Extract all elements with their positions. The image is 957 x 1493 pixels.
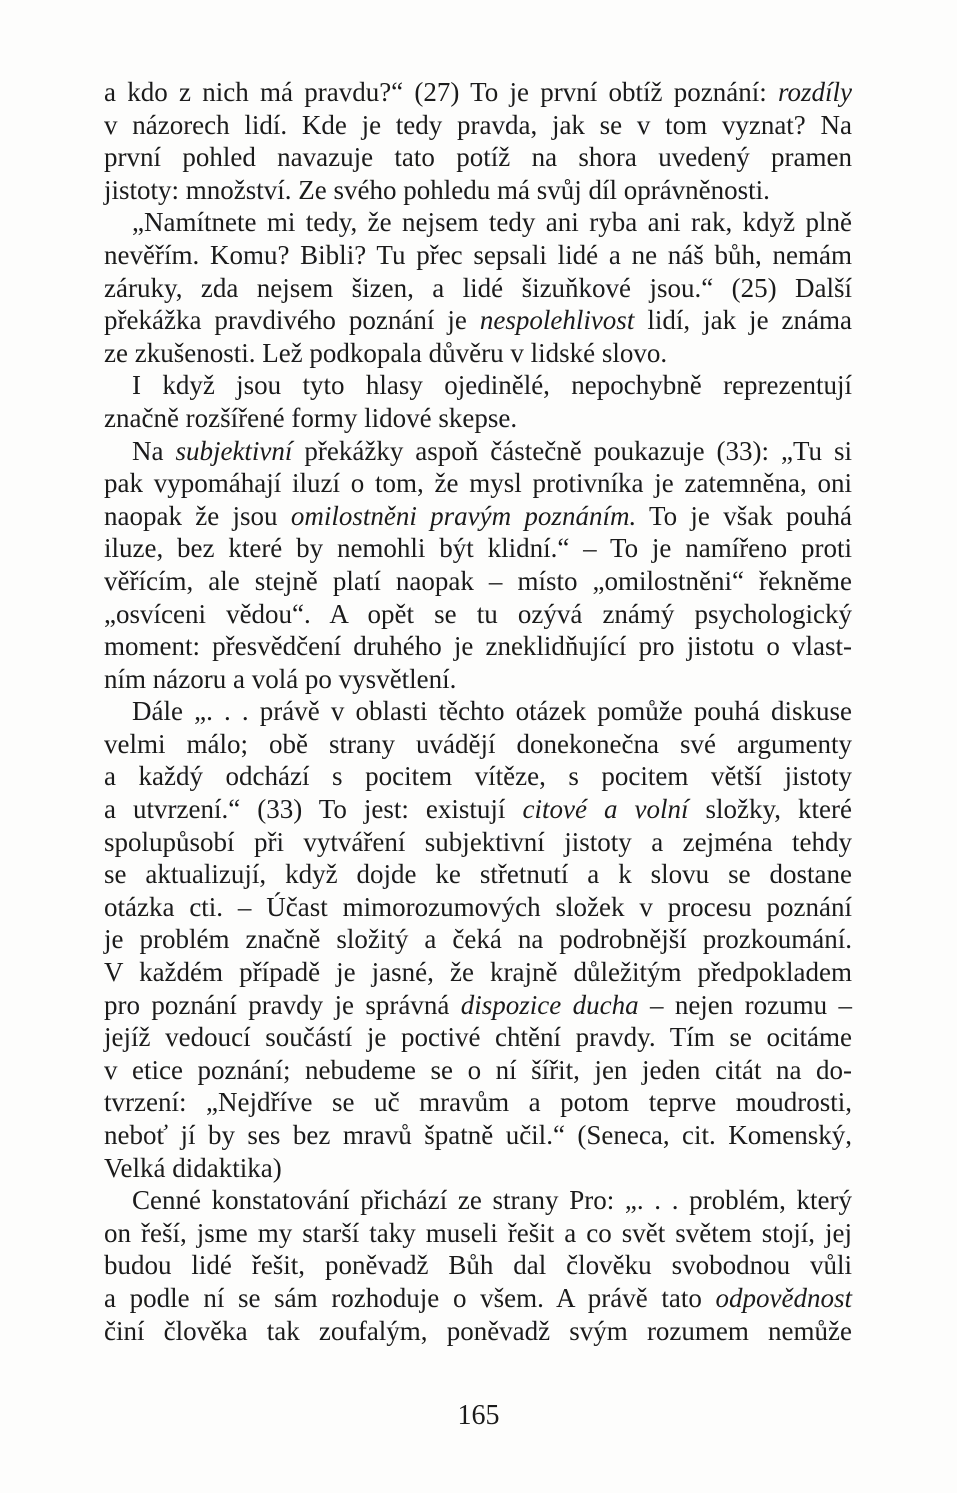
text-run: jejíž vedoucí součástí je poctivé chtění pravdy. Tím se ocitáme bbox=[104, 1022, 852, 1053]
text-line bbox=[104, 891, 852, 924]
text-run: „osvíceni vědou“. A opět se tu ozývá známý psychologický bbox=[104, 598, 852, 629]
text-line bbox=[104, 1152, 852, 1185]
text-line bbox=[104, 141, 852, 174]
text-run: moment: přesvědčení druhého je zneklidňující pro jistotu o vlast- bbox=[104, 631, 852, 662]
text-line bbox=[104, 402, 852, 435]
text-line bbox=[104, 663, 852, 696]
text-run: nevěřím. Komu? Bibli? Tu přec sepsali lidé a ne náš bůh, nemám bbox=[104, 239, 852, 270]
text-run: složky, které bbox=[688, 794, 852, 825]
text-line bbox=[104, 206, 852, 239]
paragraph bbox=[104, 695, 852, 1184]
text-run: spolupůsobí při vytváření subjektivní jistoty a zejména tehdy bbox=[104, 826, 852, 857]
text-line bbox=[104, 337, 852, 370]
text-line bbox=[104, 1315, 852, 1348]
text-run: se aktualizují, když dojde ke střetnutí a k slovu se dostane bbox=[104, 859, 852, 890]
text-run: činí člověka tak zoufalým, poněvadž svým rozumem nemůže bbox=[104, 1315, 852, 1346]
text-run: on řeší, jsme my starší taky museli řešit a co svět světem stojí, jej bbox=[104, 1217, 852, 1248]
text-line bbox=[104, 1119, 852, 1152]
paragraph bbox=[104, 369, 852, 434]
text-run: V každém případě je jasné, že krajně důležitým předpokladem bbox=[104, 957, 852, 988]
text-line bbox=[104, 695, 852, 728]
text-run: otázka cti. – Účast mimorozumových složek v procesu poznání bbox=[104, 891, 852, 922]
text-line bbox=[104, 272, 852, 305]
text-run: velmi málo; obě strany uvádějí donekonečna své argumenty bbox=[104, 728, 852, 759]
text-run: budou lidé řešit, poněvadž Bůh dal člověku svobodnou vůli bbox=[104, 1250, 852, 1281]
italic-text: nespolehlivost bbox=[479, 305, 635, 336]
paragraph bbox=[104, 206, 852, 369]
paragraph bbox=[104, 76, 852, 206]
text-run: lidí, jak je známa bbox=[634, 305, 852, 336]
text-line bbox=[104, 500, 852, 533]
text-line bbox=[104, 304, 852, 337]
text-run: v názorech lidí. Kde je tedy pravda, jak se v tom vyznat? Na bbox=[104, 109, 852, 140]
text-line bbox=[104, 1282, 852, 1315]
text-run: a utvrzení.“ (33) To jest: existují bbox=[104, 794, 523, 825]
text-line bbox=[104, 923, 852, 956]
text-line bbox=[104, 565, 852, 598]
text-line bbox=[104, 109, 852, 142]
text-run: pak vypomáhají iluzí o tom, že mysl protivníka je zatemněna, oni bbox=[104, 468, 852, 499]
text-line bbox=[104, 598, 852, 631]
text-line bbox=[104, 1249, 852, 1282]
italic-text: rozdíly bbox=[778, 77, 852, 107]
text-line bbox=[104, 630, 852, 663]
italic-text: odpovědnost bbox=[715, 1282, 852, 1313]
text-line bbox=[104, 1217, 852, 1250]
text-line bbox=[104, 532, 852, 565]
text-line bbox=[104, 1021, 852, 1054]
text-run: první pohled navazuje tato potíž na shora uvedený pramen bbox=[104, 142, 852, 173]
text-line bbox=[104, 793, 852, 826]
text-line bbox=[104, 826, 852, 859]
text-line bbox=[104, 1086, 852, 1119]
text-run: I když jsou tyto hlasy ojedinělé, nepochybně reprezentují bbox=[132, 370, 852, 401]
text-line bbox=[104, 239, 852, 272]
italic-text: citové a volní bbox=[522, 794, 689, 825]
text-run: je problém značně složitý a čeká na podrobnější prozkoumání. bbox=[104, 924, 852, 955]
text-run: – nejen rozumu – bbox=[638, 989, 852, 1020]
text-run: „Namítnete mi tedy, že nejsem tedy ani ryba ani rak, když plně bbox=[132, 207, 852, 238]
text-run: Dále „. . . právě v oblasti těchto otázek pomůže pouhá diskuse bbox=[132, 696, 852, 727]
text-line bbox=[104, 760, 852, 793]
text-line bbox=[104, 435, 852, 468]
text-run: Cenné konstatování přichází ze strany Pro: „. . . problém, který bbox=[132, 1185, 852, 1216]
italic-text: dispozice ducha bbox=[460, 989, 639, 1020]
body-text bbox=[104, 76, 852, 1347]
text-run: ze zkušenosti. Lež podkopala důvěru v lidské slovo. bbox=[104, 337, 668, 368]
text-run: jistoty: množství. Ze svého pohledu má svůj díl oprávněnosti. bbox=[104, 174, 770, 205]
text-line bbox=[104, 956, 852, 989]
text-run: Velká didaktika) bbox=[104, 1152, 282, 1183]
italic-text: subjektivní bbox=[175, 435, 293, 466]
italic-text: omilostněni pravým poznáním. bbox=[290, 500, 637, 531]
text-line bbox=[104, 467, 852, 500]
text-line bbox=[104, 76, 852, 109]
text-line bbox=[104, 1054, 852, 1087]
text-run: věřícím, ale stejně platí naopak – místo „omilostněni“ řekněme bbox=[104, 565, 852, 596]
text-run: značně rozšířené formy lidové skepse. bbox=[104, 402, 518, 433]
text-run: a podle ní se sám rozhoduje o všem. A právě tato bbox=[104, 1282, 716, 1313]
text-run: záruky, zda nejsem šizen, a lidé šizuňkové jsou.“ (25) Další bbox=[104, 272, 852, 303]
text-run: To je však pouhá bbox=[636, 500, 852, 531]
text-line bbox=[104, 858, 852, 891]
text-line bbox=[104, 989, 852, 1022]
text-line bbox=[104, 369, 852, 402]
text-run: překážky aspoň částečně poukazuje (33): „Tu si bbox=[292, 435, 852, 466]
text-line bbox=[104, 174, 852, 207]
text-run: překážka pravdivého poznání je bbox=[104, 305, 480, 336]
text-run: tvrzení: „Nejdříve se uč mravům a potom teprve moudrosti, bbox=[104, 1087, 852, 1118]
text-run: v etice poznání; nebudeme se o ní šířit, jen jeden citát na do- bbox=[104, 1054, 852, 1085]
paragraph bbox=[104, 435, 852, 696]
text-run: neboť jí by ses bez mravů špatně učil.“ (Seneca, cit. Komenský, bbox=[104, 1120, 852, 1150]
text-run: iluze, bez které by nemohli být klidní.“ – To je namířeno proti bbox=[104, 533, 852, 564]
text-line bbox=[104, 1184, 852, 1217]
text-run: ním názoru a volá po vysvětlení. bbox=[104, 663, 457, 694]
paragraph bbox=[104, 1184, 852, 1347]
text-run: a každý odchází s pocitem vítěze, s pocitem větší jistoty bbox=[104, 761, 852, 792]
text-line bbox=[104, 728, 852, 761]
text-run: a kdo z nich má pravdu?“ (27) To je první obtíž poznání: bbox=[104, 77, 778, 107]
page-number: 165 bbox=[457, 1400, 500, 1431]
text-run: pro poznání pravdy je správná bbox=[104, 989, 461, 1020]
text-run: naopak že jsou bbox=[104, 500, 291, 531]
text-run: Na bbox=[132, 435, 176, 466]
